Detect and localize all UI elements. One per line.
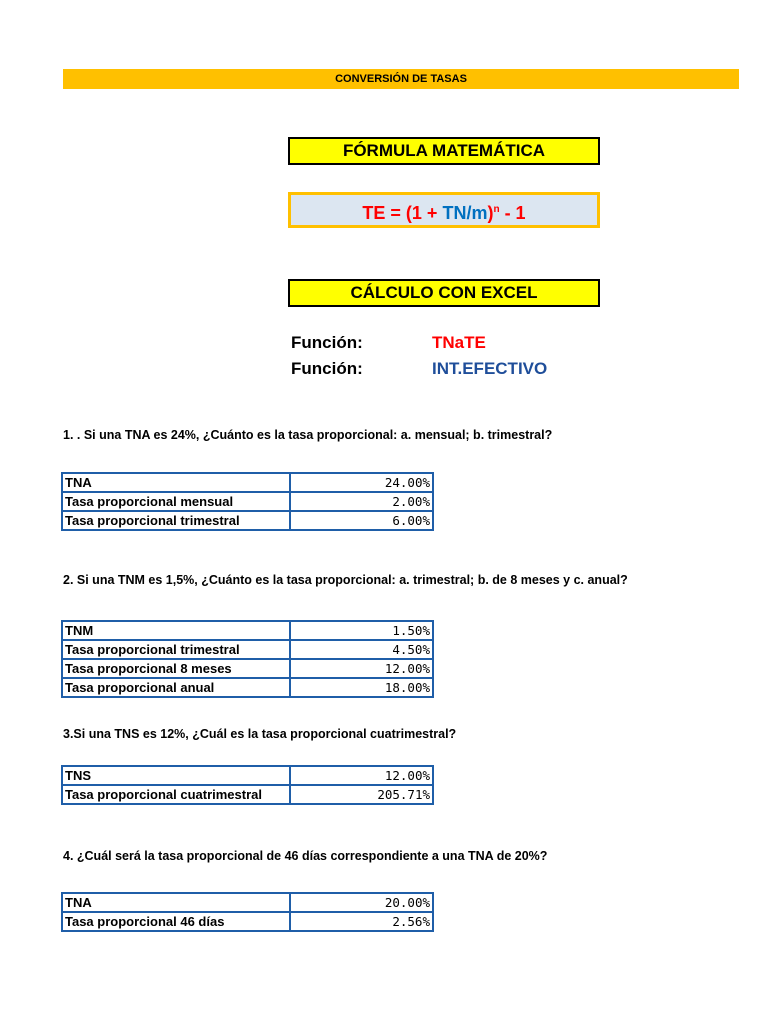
table-row	[62, 492, 433, 511]
row-label[interactable]: TNA	[62, 473, 290, 492]
question-3: 3.Si una TNS es 12%, ¿Cuál es la tasa proporcional cuatrimestral?	[63, 727, 457, 741]
table-row	[62, 766, 433, 785]
table-row	[62, 893, 433, 912]
row-label[interactable]: TNS	[62, 766, 290, 785]
formula-part-2: TN/m	[442, 203, 488, 223]
row-value[interactable]: 4.50%	[290, 640, 433, 659]
row-value[interactable]: 1.50%	[290, 621, 433, 640]
question-4: 4. ¿Cuál será la tasa proporcional de 46 días correspondiente a una TNA de 20%?	[63, 849, 548, 863]
row-value[interactable]: 20.00%	[290, 893, 433, 912]
formula-part-4: - 1	[499, 203, 526, 223]
table-row	[62, 640, 433, 659]
excel-heading: CÁLCULO CON EXCEL	[288, 279, 600, 307]
question-1: 1. . Si una TNA es 24%, ¿Cuánto es la tasa proporcional: a. mensual; b. trimestral?	[63, 428, 553, 442]
question-2: 2. Si una TNM es 1,5%, ¿Cuánto es la tasa proporcional: a. trimestral; b. de 8 meses y c. anual?	[63, 573, 628, 587]
row-value[interactable]: 205.71%	[290, 785, 433, 804]
table-row	[62, 511, 433, 530]
row-label[interactable]: Tasa proporcional trimestral	[62, 640, 290, 659]
row-label[interactable]: Tasa proporcional trimestral	[62, 511, 290, 530]
row-value[interactable]: 2.00%	[290, 492, 433, 511]
table-row	[62, 621, 433, 640]
row-value[interactable]: 12.00%	[290, 766, 433, 785]
formula-heading: FÓRMULA MATEMÁTICA	[288, 137, 600, 165]
function-label-2: Función:	[291, 359, 363, 378]
function-value-1: TNaTE	[432, 333, 486, 352]
table-row	[62, 473, 433, 492]
table-row	[62, 678, 433, 697]
table-question-3	[61, 765, 434, 805]
row-value[interactable]: 12.00%	[290, 659, 433, 678]
table-row	[62, 785, 433, 804]
formula-part-3: )	[487, 203, 494, 223]
function-label-1: Función:	[291, 333, 363, 352]
row-value[interactable]: 2.56%	[290, 912, 433, 931]
title-banner: CONVERSIÓN DE TASAS	[63, 69, 739, 89]
row-label[interactable]: TNM	[62, 621, 290, 640]
formula-part-1: TE = (1 +	[362, 203, 443, 223]
row-value[interactable]: 24.00%	[290, 473, 433, 492]
function-value-2: INT.EFECTIVO	[432, 359, 548, 378]
row-label[interactable]: Tasa proporcional 8 meses	[62, 659, 290, 678]
row-label[interactable]: TNA	[62, 893, 290, 912]
table-question-4	[61, 892, 434, 932]
row-value[interactable]: 6.00%	[290, 511, 433, 530]
row-value[interactable]: 18.00%	[290, 678, 433, 697]
row-label[interactable]: Tasa proporcional mensual	[62, 492, 290, 511]
table-question-1	[61, 472, 434, 531]
row-label[interactable]: Tasa proporcional anual	[62, 678, 290, 697]
row-label[interactable]: Tasa proporcional cuatrimestral	[62, 785, 290, 804]
table-row	[62, 912, 433, 931]
table-question-2	[61, 620, 434, 698]
formula-box	[288, 192, 600, 228]
formula-exponent: n	[493, 204, 500, 215]
table-row	[62, 659, 433, 678]
row-label[interactable]: Tasa proporcional 46 días	[62, 912, 290, 931]
